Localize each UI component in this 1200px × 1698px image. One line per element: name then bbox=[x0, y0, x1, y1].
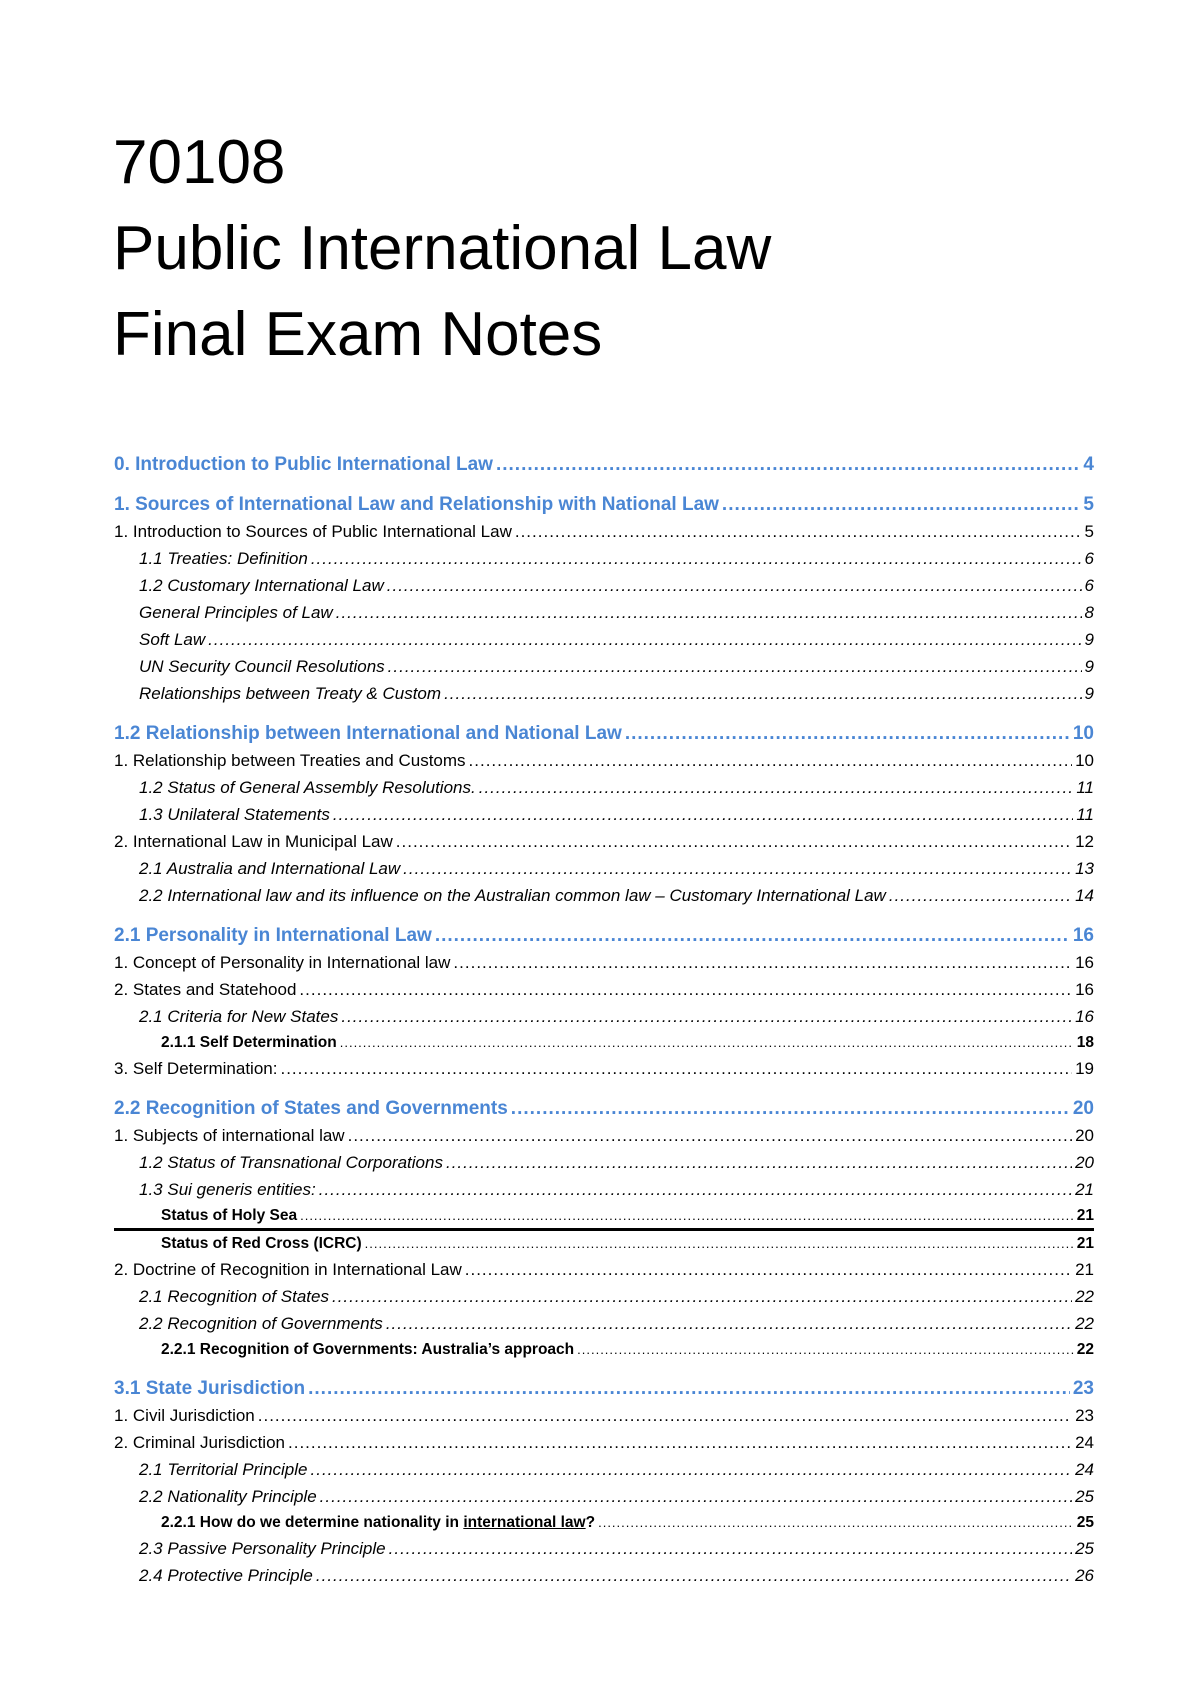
toc-entry-label: 2.2 Nationality Principle bbox=[139, 1483, 320, 1510]
toc-entry-label: 2.3 Passive Personality Principle bbox=[139, 1535, 389, 1562]
toc-dot-leader bbox=[435, 923, 1070, 949]
toc-page-number: 23 bbox=[1072, 1402, 1094, 1429]
toc-entry[interactable] bbox=[114, 1429, 1094, 1456]
toc-entry-label: 2.1 Criteria for New States bbox=[139, 1003, 341, 1030]
toc-page-number: 12 bbox=[1072, 828, 1094, 855]
toc-entry[interactable] bbox=[114, 680, 1094, 707]
toc-entry[interactable] bbox=[114, 1402, 1094, 1429]
toc-entry-label-part: 2.2.1 How do we determine nationality in bbox=[161, 1514, 464, 1531]
toc-page-number: 21 bbox=[1072, 1176, 1094, 1203]
toc-dot-leader bbox=[332, 1283, 1072, 1310]
toc-entry[interactable] bbox=[114, 1149, 1094, 1176]
toc-page-number: 23 bbox=[1070, 1376, 1094, 1402]
toc-entry-label: 1.2 Relationship between International and National Law bbox=[114, 721, 625, 747]
toc-entry-label: 2.2 International law and its influence on the Australian common law – Customary International Law bbox=[139, 882, 889, 909]
toc-entry-label: 0. Introduction to Public International Law bbox=[114, 452, 496, 478]
toc-dot-leader bbox=[387, 572, 1082, 599]
toc-dot-leader bbox=[889, 882, 1072, 909]
toc-entry-label: 1. Concept of Personality in International law bbox=[114, 949, 453, 976]
toc-entry[interactable] bbox=[114, 1176, 1094, 1203]
toc-page-number: 25 bbox=[1074, 1510, 1094, 1535]
toc-entry-label: 2.1 Territorial Principle bbox=[139, 1456, 311, 1483]
toc-dot-leader bbox=[258, 1402, 1072, 1429]
toc-entry[interactable] bbox=[114, 626, 1094, 653]
toc-entry-label: 1. Civil Jurisdiction bbox=[114, 1402, 258, 1429]
toc-dot-leader bbox=[208, 626, 1081, 653]
toc-entry-label: UN Security Council Resolutions bbox=[139, 653, 388, 680]
toc-entry[interactable] bbox=[114, 572, 1094, 599]
toc-entry-label: 1.1 Treaties: Definition bbox=[139, 545, 311, 572]
toc-page-number: 22 bbox=[1072, 1310, 1094, 1337]
toc-entry-label: 2.1.1 Self Determination bbox=[161, 1030, 340, 1055]
toc-dot-leader bbox=[320, 1483, 1072, 1510]
toc-dot-leader bbox=[280, 1055, 1072, 1082]
toc-entry[interactable] bbox=[114, 828, 1094, 855]
toc-entry[interactable] bbox=[114, 653, 1094, 680]
toc-entry-label: 1. Introduction to Sources of Public International Law bbox=[114, 518, 515, 545]
toc-page-number: 26 bbox=[1072, 1562, 1094, 1589]
toc-page-number: 21 bbox=[1072, 1256, 1094, 1283]
toc-entry[interactable] bbox=[114, 1483, 1094, 1510]
toc-entry-label: 1.2 Status of General Assembly Resolutions. bbox=[139, 774, 479, 801]
toc-entry-label: 2. International Law in Municipal Law bbox=[114, 828, 396, 855]
toc-entry[interactable] bbox=[114, 518, 1094, 545]
toc-dot-leader bbox=[598, 1510, 1074, 1535]
toc-page-number: 11 bbox=[1073, 774, 1094, 801]
toc-entry[interactable] bbox=[114, 976, 1094, 1003]
toc-dot-leader bbox=[511, 1096, 1070, 1122]
toc-entry-label: 2.4 Protective Principle bbox=[139, 1562, 316, 1589]
toc-entry-label: 1.3 Unilateral Statements bbox=[139, 801, 333, 828]
toc-entry[interactable] bbox=[114, 882, 1094, 909]
toc-page-number: 8 bbox=[1082, 599, 1094, 626]
toc-page-number: 21 bbox=[1074, 1203, 1094, 1228]
toc-dot-leader bbox=[311, 1456, 1073, 1483]
toc-entry[interactable] bbox=[114, 1003, 1094, 1030]
toc-entry-label: Relationships between Treaty & Custom bbox=[139, 680, 444, 707]
toc-entry[interactable] bbox=[114, 599, 1094, 626]
toc-dot-leader bbox=[308, 1376, 1070, 1402]
toc-page-number: 16 bbox=[1072, 1003, 1094, 1030]
toc-entry[interactable] bbox=[114, 1337, 1094, 1362]
toc-entry[interactable] bbox=[114, 545, 1094, 572]
toc-dot-leader bbox=[336, 599, 1082, 626]
toc-entry-label: 2.1 Personality in International Law bbox=[114, 923, 435, 949]
toc-entry-label: General Principles of Law bbox=[139, 599, 336, 626]
toc-dot-leader bbox=[311, 545, 1082, 572]
toc-entry-label: 2.2 Recognition of States and Governments bbox=[114, 1096, 511, 1122]
toc-heading-entry[interactable] bbox=[114, 492, 1094, 518]
toc-dot-leader bbox=[444, 680, 1081, 707]
document-title bbox=[113, 120, 1113, 378]
toc-entry-link[interactable]: international law bbox=[463, 1514, 586, 1531]
toc-page-number: 20 bbox=[1070, 1096, 1094, 1122]
toc-dot-leader bbox=[333, 801, 1073, 828]
toc-entry[interactable] bbox=[114, 1203, 1094, 1231]
toc-entry[interactable] bbox=[114, 1535, 1094, 1562]
toc-entry-label: 2. States and Statehood bbox=[114, 976, 299, 1003]
toc-page-number: 14 bbox=[1072, 882, 1094, 909]
toc-page-number: 21 bbox=[1074, 1231, 1094, 1256]
toc-entry[interactable] bbox=[114, 1283, 1094, 1310]
toc-entry-label: Status of Red Cross (ICRC) bbox=[161, 1231, 365, 1256]
toc-heading-entry[interactable] bbox=[114, 1376, 1094, 1402]
toc-page-number: 19 bbox=[1072, 1055, 1094, 1082]
toc-page-number: 22 bbox=[1072, 1283, 1094, 1310]
course-name: Public International Law bbox=[113, 214, 772, 283]
toc-page-number: 16 bbox=[1072, 949, 1094, 976]
toc-page-number: 16 bbox=[1072, 976, 1094, 1003]
toc-entry-label: 3.1 State Jurisdiction bbox=[114, 1376, 308, 1402]
toc-heading-entry[interactable] bbox=[114, 452, 1094, 478]
toc-page-number: 10 bbox=[1072, 747, 1094, 774]
toc-dot-leader bbox=[348, 1122, 1072, 1149]
toc-dot-leader bbox=[316, 1562, 1072, 1589]
toc-entry-label: Soft Law bbox=[139, 626, 208, 653]
toc-entry-label: 1. Relationship between Treaties and Customs bbox=[114, 747, 469, 774]
toc-entry[interactable] bbox=[114, 1030, 1094, 1055]
toc-entry[interactable] bbox=[114, 774, 1094, 801]
toc-dot-leader bbox=[319, 1176, 1072, 1203]
toc-dot-leader bbox=[625, 721, 1070, 747]
toc-entry-label: 1. Sources of International Law and Relationship with National Law bbox=[114, 492, 722, 518]
toc-entry[interactable] bbox=[114, 1510, 1094, 1535]
toc-entry-label: 2. Criminal Jurisdiction bbox=[114, 1429, 288, 1456]
toc-page-number: 20 bbox=[1072, 1122, 1094, 1149]
toc-entry-label: 2.1 Recognition of States bbox=[139, 1283, 332, 1310]
toc-heading-entry[interactable] bbox=[114, 923, 1094, 949]
toc-dot-leader bbox=[515, 518, 1082, 545]
toc-page-number: 20 bbox=[1072, 1149, 1094, 1176]
document-subtitle: Final Exam Notes bbox=[113, 300, 603, 369]
toc-dot-leader bbox=[577, 1337, 1074, 1362]
toc-dot-leader bbox=[453, 949, 1072, 976]
toc-entry[interactable] bbox=[114, 1456, 1094, 1483]
toc-dot-leader bbox=[300, 1203, 1074, 1228]
toc-page-number: 6 bbox=[1082, 545, 1094, 572]
toc-dot-leader bbox=[341, 1003, 1072, 1030]
toc-entry-label-part: ? bbox=[585, 1514, 596, 1531]
toc-heading-entry[interactable] bbox=[114, 1096, 1094, 1122]
toc-page-number: 25 bbox=[1072, 1483, 1094, 1510]
toc-dot-leader bbox=[496, 452, 1080, 478]
toc-entry-label: 2.2.1 Recognition of Governments: Australia’s approach bbox=[161, 1337, 577, 1362]
toc-entry[interactable] bbox=[114, 1310, 1094, 1337]
toc-page-number: 24 bbox=[1072, 1429, 1094, 1456]
toc-entry-label: 2.1 Australia and International Law bbox=[139, 855, 403, 882]
toc-page-number: 25 bbox=[1072, 1535, 1094, 1562]
toc-entry-label bbox=[161, 1510, 598, 1535]
toc-page-number: 24 bbox=[1072, 1456, 1094, 1483]
toc-dot-leader bbox=[465, 1256, 1072, 1283]
toc-heading-entry[interactable] bbox=[114, 721, 1094, 747]
toc-entry[interactable] bbox=[114, 949, 1094, 976]
toc-dot-leader bbox=[396, 828, 1072, 855]
toc-entry-label: 1.3 Sui generis entities: bbox=[139, 1176, 319, 1203]
toc-entry-label: 2.2 Recognition of Governments bbox=[139, 1310, 386, 1337]
toc-page-number: 16 bbox=[1070, 923, 1094, 949]
toc-dot-leader bbox=[386, 1310, 1072, 1337]
toc-entry[interactable] bbox=[114, 855, 1094, 882]
toc-dot-leader bbox=[299, 976, 1072, 1003]
toc-page-number: 18 bbox=[1074, 1030, 1094, 1055]
toc-entry-label: 1.2 Status of Transnational Corporations bbox=[139, 1149, 446, 1176]
toc-entry[interactable] bbox=[114, 1122, 1094, 1149]
toc-dot-leader bbox=[722, 492, 1081, 518]
toc-dot-leader bbox=[388, 653, 1082, 680]
toc-page-number: 5 bbox=[1080, 492, 1094, 518]
toc-page-number: 9 bbox=[1082, 680, 1094, 707]
toc-page-number: 13 bbox=[1072, 855, 1094, 882]
toc-entry[interactable] bbox=[114, 747, 1094, 774]
toc-page-number: 5 bbox=[1082, 518, 1094, 545]
toc-dot-leader bbox=[340, 1030, 1074, 1055]
toc-page-number: 9 bbox=[1082, 653, 1094, 680]
toc-entry-label: 1.2 Customary International Law bbox=[139, 572, 387, 599]
toc-entry-label: Status of Holy Sea bbox=[161, 1203, 300, 1228]
toc-entry[interactable] bbox=[114, 801, 1094, 828]
toc-dot-leader bbox=[389, 1535, 1072, 1562]
toc-dot-leader bbox=[479, 774, 1074, 801]
table-of-contents bbox=[114, 452, 1094, 1589]
toc-entry[interactable] bbox=[114, 1231, 1094, 1256]
toc-dot-leader bbox=[403, 855, 1072, 882]
toc-page-number: 6 bbox=[1082, 572, 1094, 599]
toc-page-number: 10 bbox=[1070, 721, 1094, 747]
toc-entry-label: 2. Doctrine of Recognition in International Law bbox=[114, 1256, 465, 1283]
toc-entry[interactable] bbox=[114, 1562, 1094, 1589]
toc-dot-leader bbox=[446, 1149, 1072, 1176]
toc-entry[interactable] bbox=[114, 1055, 1094, 1082]
toc-page-number: 9 bbox=[1082, 626, 1094, 653]
toc-page-number: 22 bbox=[1074, 1337, 1094, 1362]
course-code: 70108 bbox=[113, 128, 286, 197]
toc-entry-label: 1. Subjects of international law bbox=[114, 1122, 348, 1149]
toc-dot-leader bbox=[288, 1429, 1072, 1456]
toc-entry[interactable] bbox=[114, 1256, 1094, 1283]
toc-page-number: 4 bbox=[1080, 452, 1094, 478]
toc-entry-label: 3. Self Determination: bbox=[114, 1055, 280, 1082]
toc-dot-leader bbox=[469, 747, 1073, 774]
toc-dot-leader bbox=[365, 1231, 1074, 1256]
toc-page-number: 11 bbox=[1073, 801, 1094, 828]
